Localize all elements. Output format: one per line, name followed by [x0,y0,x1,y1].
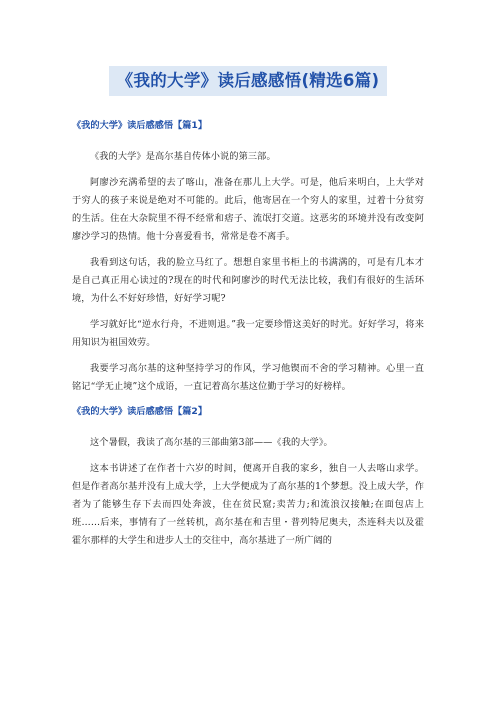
paragraph: 这本书讲述了在作者十六岁的时间，便离开自我的家乡，独自一人去喀山求学。但是作者高尔基并没有上成大学，上大学便成为了高尔基的1个梦想。没上成大学，作者为了能够生存下去而四处奔波，住在贫民窟;卖苦力;和流浪汉接触;在面包店上班……后来，事情有了一丝转机，高尔基在和吉里・普列特尼奥夫，杰连科夫以及霍霍尔那样的大学生和进步人士的交往中，高尔基进了一所广阔的 [72,463,424,546]
document-body [72,118,424,558]
document-title: 《我的大学》读后感感悟(精选6篇) [109,66,388,96]
paragraph: 阿廖沙充满希望的去了喀山，准备在那儿上大学。可是，他后来明白，上大学对于穷人的孩子来说是绝对不可能的。此后，他寄居在一个穷人的家里，过着十分贫穷的生活。住在大杂院里不得不经常和痞子、流氓打交道。这恶劣的环境并没有改变阿廖沙学习的热情。他十分喜爱看书，常常是卷不离手。 [72,177,424,242]
paragraph: 学习就好比“逆水行舟，不进则退。”我一定要珍惜这美好的时光。好好学习，将来用知识为祖国效劳。 [72,319,424,348]
section-heading: 《我的大学》读后感感悟【篇1】 [72,120,208,131]
paragraph: 我看到这句话，我的脸立马红了。想想自家里书柜上的书满满的，可是有几本才是自己真正用心读过的?现在的时代和阿廖沙的时代无法比较，我们有很好的生活环境，为什么不好好珍惜，好好学习呢? [72,257,424,304]
section-1 [72,118,424,396]
paragraph: 这个暑假，我读了高尔基的三部曲第3部——《我的大学》。 [90,437,333,448]
paragraph: 我要学习高尔基的这种坚持学习的作风，学习他锲而不舍的学习精神。心里一直铭记“学无止境”这个成语，一直记着高尔基这位勤于学习的好榜样。 [72,363,424,392]
paragraph: 《我的大学》是高尔基自传体小说的第三部。 [90,151,276,162]
title-container [0,66,496,96]
section-2 [72,404,424,550]
section-heading: 《我的大学》读后感感悟【篇2】 [72,406,208,417]
